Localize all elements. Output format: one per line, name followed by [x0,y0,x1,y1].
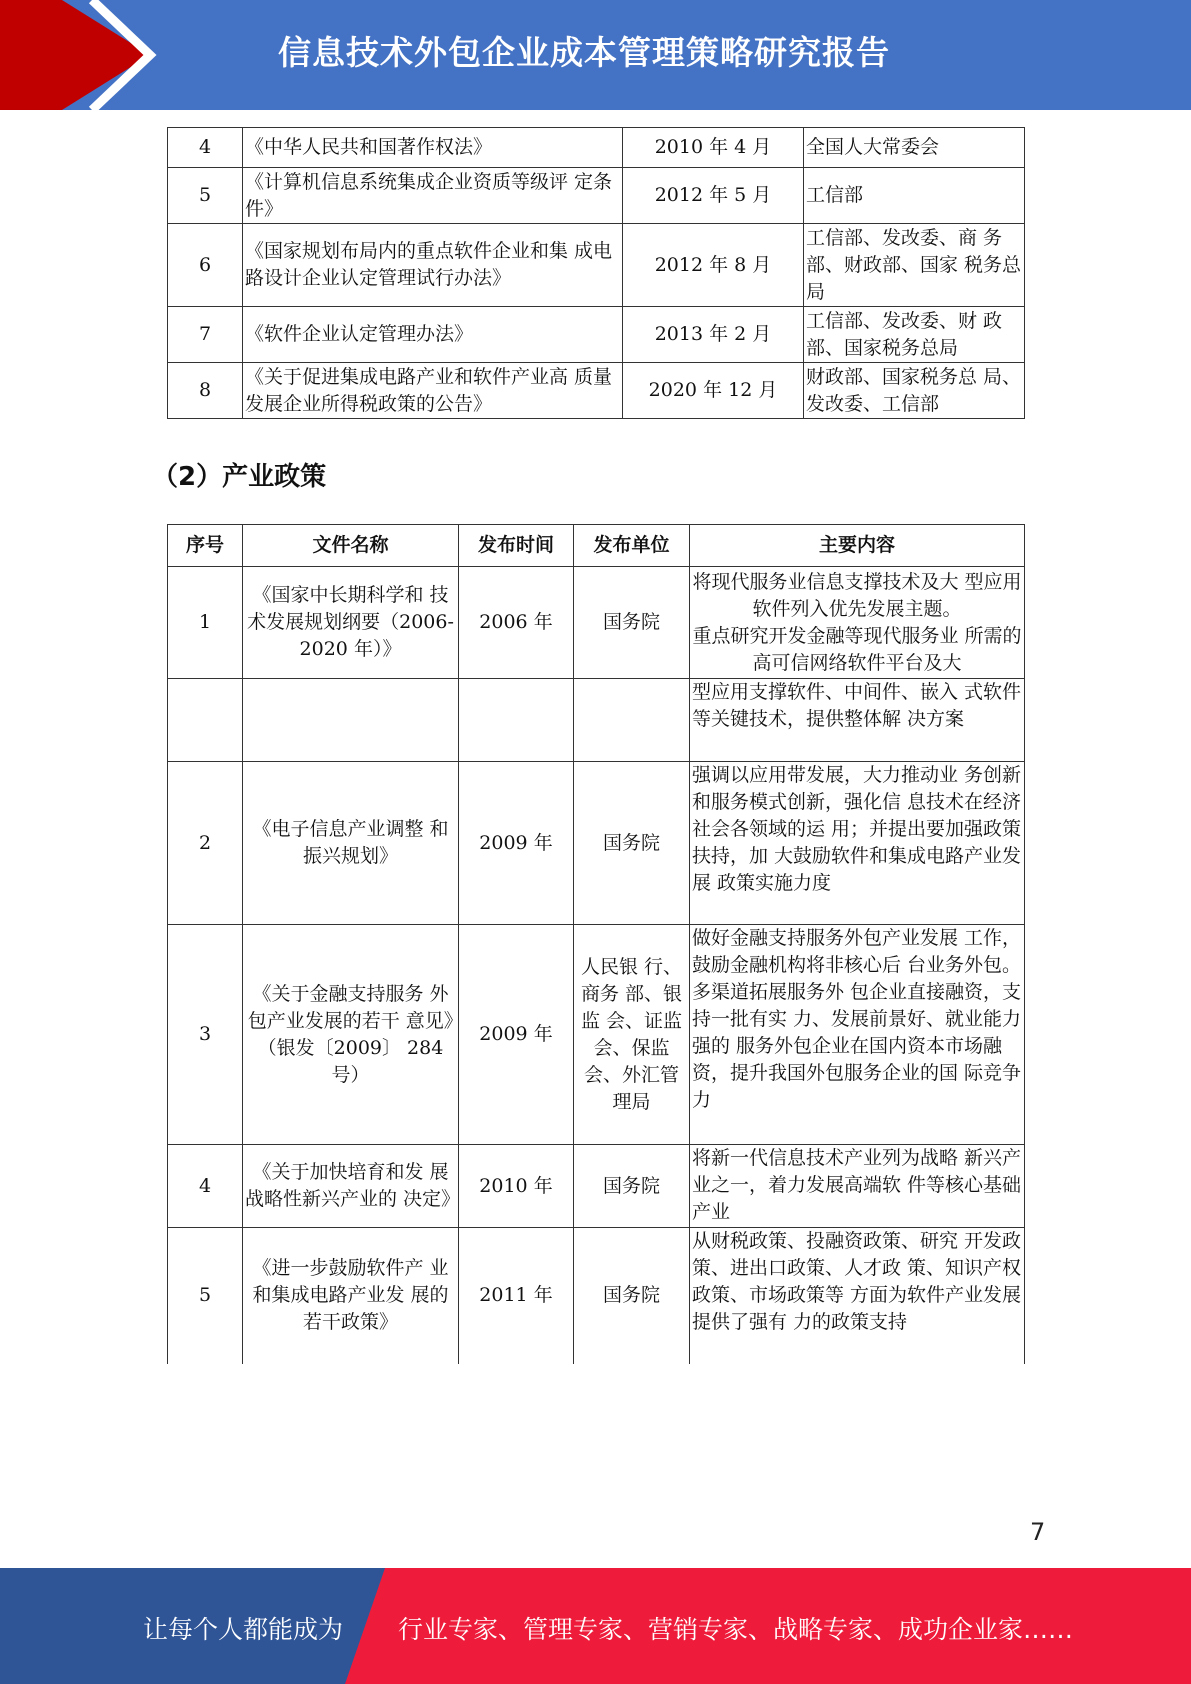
issue-date [459,679,574,762]
table-row [168,1145,1025,1228]
issuer: 国务院 [574,762,690,925]
issue-date: 2012 年 5 月 [623,168,804,224]
main-content: 强调以应用带发展，大力推动业 务创新和服务模式创新，强化信 息技术在经济社会各领域的运 用；并提出要加强政策扶持，加 大鼓励软件和集成电路产业发展 政策实施力度 [690,762,1025,925]
report-title: 信息技术外包企业成本管理策略研究报告 [278,33,890,72]
table-row [168,224,1025,307]
issue-date: 2011 年 [459,1228,574,1364]
industry-policy-table [167,524,1025,1364]
main-content: 做好金融支持服务外包产业发展 工作，鼓励金融机构将非核心后 台业务外包。多渠道拓展服务外 包企业直接融资，支持一批有实 力、发展前景好、就业能力强的 服务外包企业在国内资本市场融 资，提升我国外包服务企业的国 际竞争力 [690,925,1025,1145]
table-row [168,168,1025,224]
header-name: 文件名称 [243,525,459,567]
main-content: 将新一代信息技术产业列为战略 新兴产业之一，着力发展高端软 件等核心基础产业 [690,1145,1025,1228]
footer-slogan-right: 行业专家、管理专家、营销专家、战略专家、成功企业家…… [398,1615,1074,1644]
row-number [168,679,243,762]
row-number: 1 [168,567,243,679]
issue-date: 2020 年 12 月 [623,363,804,419]
main-content: 从财税政策、投融资政策、研究 开发政策、进出口政策、人才政 策、知识产权政策、市场政策等 方面为软件产业发展提供了强有 力的政策支持 [690,1228,1025,1364]
section-heading: （2）产业政策 [152,462,327,492]
document-name: 《关于金融支持服务 外包产业发展的若干 意见》（银发〔2009〕 284 号） [243,925,459,1145]
issue-date: 2010 年 [459,1145,574,1228]
issuer: 国务院 [574,1228,690,1364]
issuer: 人民银 行、商务 部、银监 会、证监会、保监会、外汇管理局 [574,925,690,1145]
main-content: 型应用支撑软件、中间件、嵌入 式软件等关键技术，提供整体解 决方案 [690,679,1025,762]
table-row [168,925,1025,1145]
issue-date: 2009 年 [459,762,574,925]
table-row [168,128,1025,168]
header-content: 主要内容 [690,525,1025,567]
row-number: 6 [168,224,243,307]
page-header [0,0,1191,110]
content-part: 重点研究开发金融等现代服务业 所需的高可信网络软件平台及大 [692,624,1022,674]
document-name: 《国家中长期科学和 技术发展规划纲要（2006-2020 年）》 [243,567,459,679]
issue-date: 2012 年 8 月 [623,224,804,307]
row-number: 7 [168,307,243,363]
table-row [168,307,1025,363]
row-number: 4 [168,1145,243,1228]
row-number: 5 [168,168,243,224]
main-content [690,567,1025,679]
issue-date: 2010 年 4 月 [623,128,804,168]
header-arrow-decoration [0,0,300,110]
footer-slogan-left: 让每个人都能成为 [143,1615,344,1644]
row-number: 2 [168,762,243,925]
row-number: 4 [168,128,243,168]
issue-date: 2006 年 [459,567,574,679]
document-name: 《中华人民共和国著作权法》 [243,128,623,168]
content-part: 将现代服务业信息支撑技术及大 型应用软件列入优先发展主题。 [692,570,1022,620]
document-name [243,679,459,762]
row-number: 5 [168,1228,243,1364]
header-date: 发布时间 [459,525,574,567]
row-number: 3 [168,925,243,1145]
table-row [168,762,1025,925]
issue-date: 2009 年 [459,925,574,1145]
document-name: 《进一步鼓励软件产 业和集成电路产业发 展的若干政策》 [243,1228,459,1364]
issuer: 全国人大常委会 [804,128,1025,168]
document-name: 《电子信息产业调整 和振兴规划》 [243,762,459,925]
table-row [168,1228,1025,1364]
issuer: 工信部、发改委、商 务部、财政部、国家 税务总局 [804,224,1025,307]
table-row [168,363,1025,419]
document-name: 《关于促进集成电路产业和软件产业高 质量发展企业所得税政策的公告》 [243,363,623,419]
document-name: 《计算机信息系统集成企业资质等级评 定条件》 [243,168,623,224]
issue-date: 2013 年 2 月 [623,307,804,363]
issuer: 国务院 [574,567,690,679]
header-issuer: 发布单位 [574,525,690,567]
issuer: 财政部、国家税务总 局、发改委、工信部 [804,363,1025,419]
table-row [168,679,1025,762]
page-footer [0,1568,1191,1684]
issuer: 工信部、发改委、财 政部、国家税务总局 [804,307,1025,363]
document-name: 《国家规划布局内的重点软件企业和集 成电路设计企业认定管理试行办法》 [243,224,623,307]
table-header-row [168,525,1025,567]
table-row [168,567,1025,679]
page-number: 7 [1030,1518,1046,1546]
issuer: 国务院 [574,1145,690,1228]
issuer: 工信部 [804,168,1025,224]
document-name: 《软件企业认定管理办法》 [243,307,623,363]
header-no: 序号 [168,525,243,567]
issuer [574,679,690,762]
document-name: 《关于加快培育和发 展战略性新兴产业的 决定》 [243,1145,459,1228]
legal-policy-table [167,127,1025,419]
row-number: 8 [168,363,243,419]
